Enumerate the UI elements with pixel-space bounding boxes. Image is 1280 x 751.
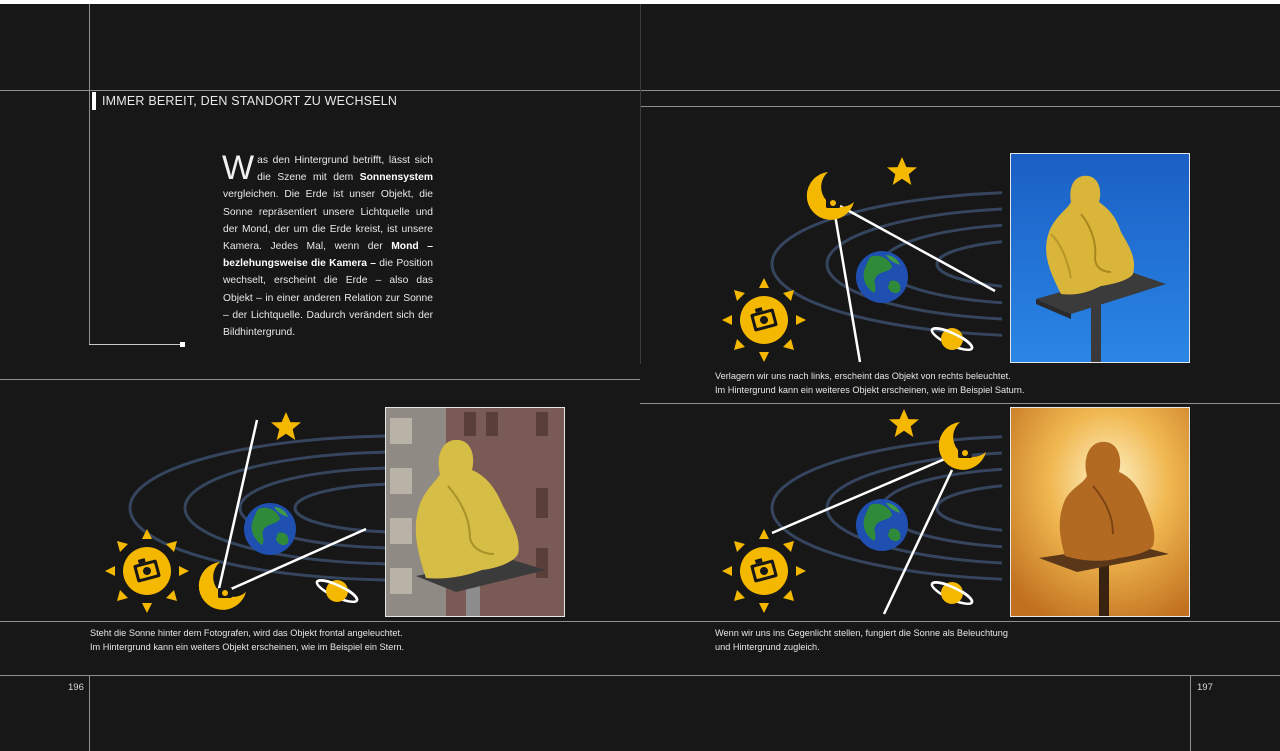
photo-statue-blue-sky (1010, 153, 1190, 363)
grid-vline-left-lower (89, 675, 90, 751)
grid-line-middle-right (640, 403, 1280, 404)
earth-icon (856, 251, 908, 303)
earth-icon (244, 503, 296, 555)
orbit-diagram-bottom-right (712, 408, 1012, 620)
caption-bottom-left (90, 626, 404, 654)
book-spread (0, 4, 1280, 751)
sun-icon (722, 278, 806, 362)
caption-bottom-right (715, 626, 1008, 654)
saturn-icon (315, 576, 360, 605)
drop-cap: W (222, 149, 255, 187)
star-icon (887, 157, 917, 185)
sun-icon (722, 529, 806, 613)
caption-line: Wenn wir uns ins Gegenlicht stellen, fungiert die Sonne als Beleuchtung (715, 628, 1008, 638)
star-icon (889, 409, 919, 437)
section-heading: IMMER BEREIT, DEN STANDORT ZU WECHSELN (92, 92, 397, 110)
intro-text-2: vergleichen. Die Erde ist unser Objekt, die Sonne repräsentiert unsere Lichtquelle und der Mond, der um die Erde kreist, ist unsere Kamera. Jedes Mal, wenn der (223, 189, 433, 253)
intro-bold-2: Mond – bezlehungsweise die Kamera – (223, 241, 433, 270)
gutter-line (640, 4, 641, 364)
caption-line: Im Hintergrund kann ein weiters Objekt erscheinen, wie im Beispiel ein Stern. (90, 642, 405, 652)
moon-camera-icon (939, 422, 986, 470)
grid-line-upper-right (640, 106, 1280, 107)
caption-line: und Hintergrund zugleich. (715, 642, 820, 652)
grid-vline-left-upper (89, 4, 90, 345)
grid-vline-right-lower (1190, 675, 1191, 751)
caption-line: Steht die Sonne hinter dem Fotografen, wird das Objekt frontal angeleuchtet. (90, 628, 403, 638)
bracket-line (89, 344, 182, 345)
orbit-diagram-top (712, 144, 1012, 369)
caption-top-right (715, 369, 1024, 397)
moon-camera-icon (807, 172, 854, 220)
sun-icon (105, 529, 189, 613)
bracket-marker (180, 342, 185, 347)
page-number-right: 197 (1197, 682, 1213, 693)
light-ray (834, 209, 860, 362)
caption-line: Im Hintergrund kann ein weiteres Objekt erscheinen, wie im Beispiel Saturn. (715, 385, 1025, 395)
star-icon (271, 412, 301, 440)
photo-statue-building (385, 407, 565, 617)
intro-text-1: as den Hintergrund betrifft, lässt sich die Szene mit dem (257, 155, 433, 184)
grid-line-caption-top (0, 621, 1280, 622)
grid-line-bottom (0, 675, 1280, 676)
intro-paragraph (222, 149, 433, 341)
page-number-left: 196 (68, 682, 84, 693)
intro-text-3: die Position wechselt, erscheint die Erde – also das Objekt – in einer anderen Relation zur Sonne – der Lichtquelle. Dadurch verändert sich der Bildhintergrund. (223, 258, 433, 339)
saturn-icon (930, 324, 975, 353)
earth-icon (856, 499, 908, 551)
photo-statue-backlight (1010, 407, 1190, 617)
orbit-diagram-bottom-left (100, 408, 390, 620)
grid-line-middle-left (0, 379, 640, 380)
caption-line: Verlagern wir uns nach links, erscheint das Objekt von rechts beleuchtet. (715, 371, 1011, 381)
saturn-icon (930, 578, 975, 607)
intro-bold-1: Sonnensystem (359, 172, 433, 184)
